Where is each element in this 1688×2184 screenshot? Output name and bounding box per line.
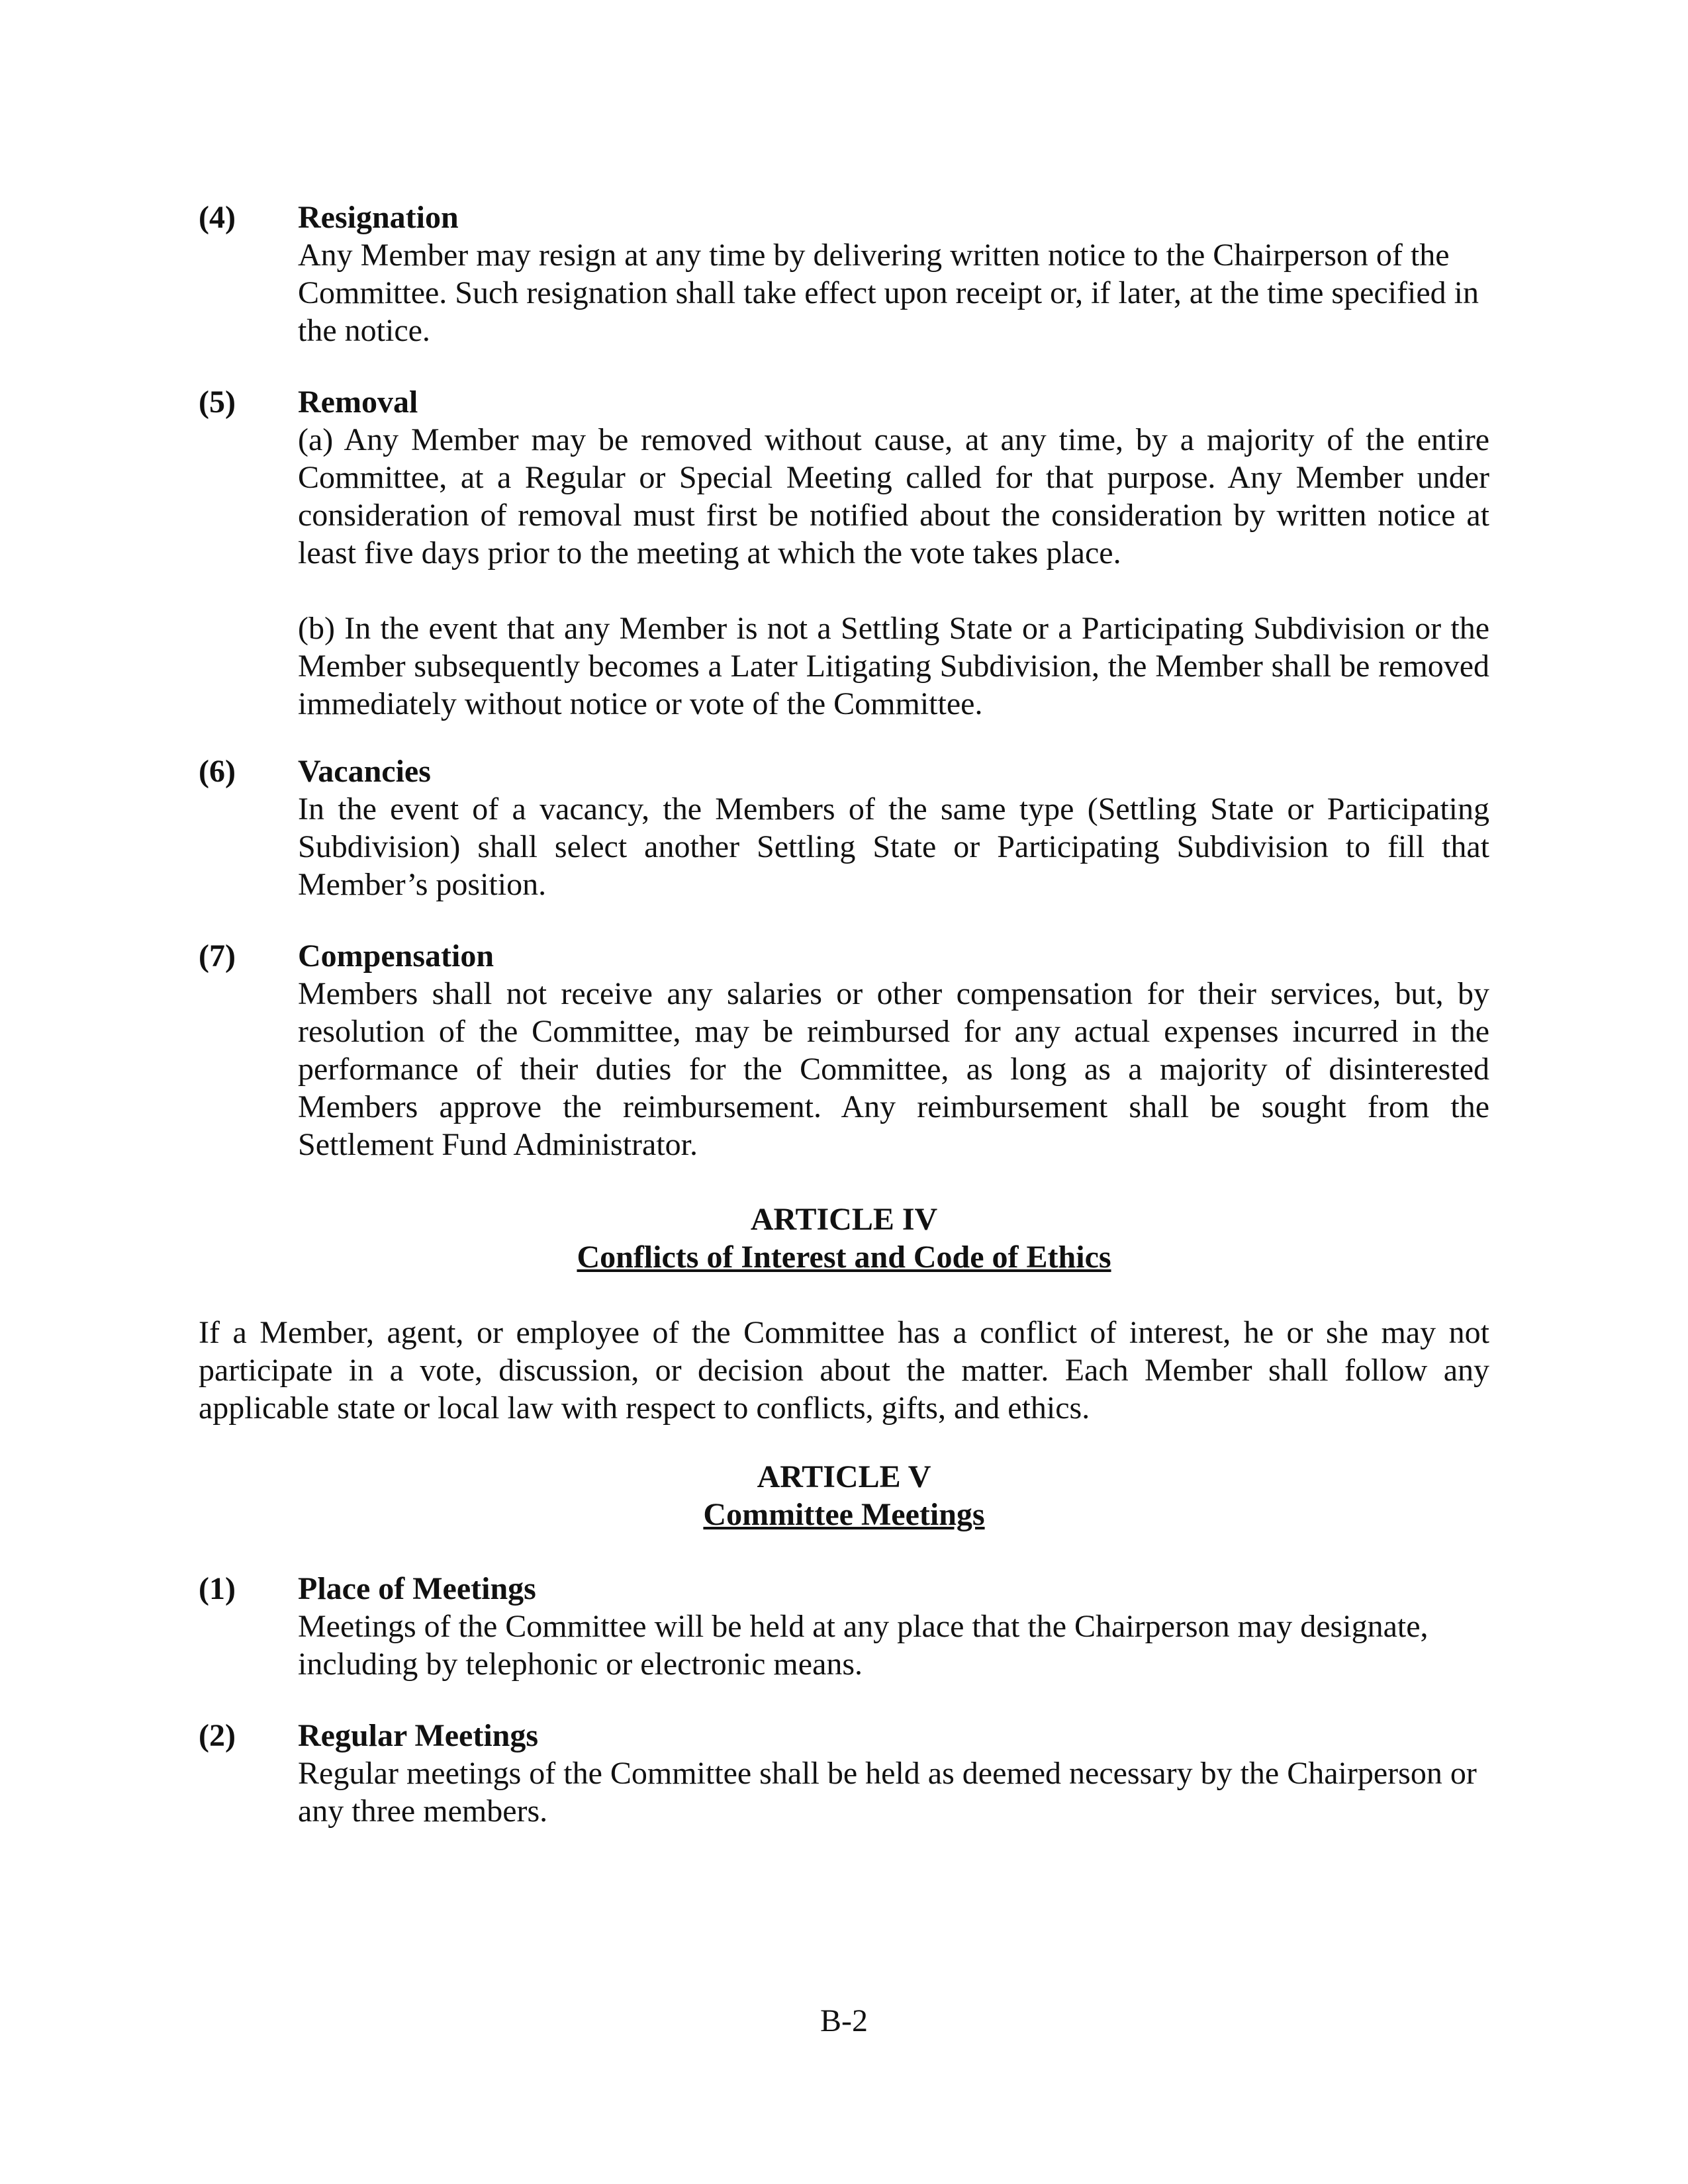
section-title: Compensation [298, 938, 494, 974]
section-resignation [199, 199, 1489, 349]
section-number: (1) [199, 1571, 236, 1606]
section-heading [199, 383, 1489, 421]
section-number: (6) [199, 754, 236, 789]
section-number: (5) [199, 385, 236, 420]
section-paragraph-b: (b) In the event that any Member is not a Settling State or a Participating Subdivision or the Member subsequently becomes a Later Litigating Subdivision, the Member shall be removed immediately without notice or vote of the Committee. [298, 611, 1489, 721]
section-paragraph: Members shall not receive any salaries or other compensation for their services, but, by resolution of the Committee, may be reimbursed for any actual expenses incurred in the performance of their duties for the Committee, as long as a majority of disinterested Members approve the reimbursement. Any reimbursement shall be sought from the Settlement Fund Administrator. [298, 976, 1489, 1162]
section-title: Place of Meetings [298, 1571, 536, 1606]
section-title: Vacancies [298, 754, 431, 789]
section-heading [199, 1717, 1489, 1754]
section-paragraph: Regular meetings of the Committee shall be held as deemed necessary by the Chairperson or any three members. [298, 1756, 1477, 1829]
section-removal [199, 383, 1489, 723]
article-title: Conflicts of Interest and Code of Ethics [577, 1240, 1111, 1275]
article-title: Committee Meetings [703, 1497, 985, 1532]
article-iv-paragraph: If a Member, agent, or employee of the Committee has a conflict of interest, he or she may not participate in a vote, discussion, or decision about the matter. Each Member shall follow any applicable state or local law with respect to conflicts, gifts, and ethics. [199, 1315, 1489, 1426]
section-regular-meetings [199, 1717, 1489, 1830]
section-heading [199, 199, 1489, 236]
section-heading [199, 1570, 1489, 1608]
article-label: ARTICLE IV [750, 1202, 938, 1237]
section-number: (2) [199, 1718, 236, 1753]
section-title: Regular Meetings [298, 1718, 539, 1753]
section-place-of-meetings [199, 1570, 1489, 1683]
section-paragraph: Any Member may resign at any time by delivering written notice to the Chairperson of the Committee. Such resignation shall take effect upon receipt or, if later, at the time specified in the notice. [298, 238, 1479, 348]
section-paragraph-a: (a) Any Member may be removed without cause, at any time, by a majority of the entire Committee, at a Regular or Special Meeting called for that purpose. Any Member under consideration of removal must first be notified about the consideration by written notice at least five days prior to the meeting at which the vote takes place. [298, 422, 1489, 570]
section-paragraph: In the event of a vacancy, the Members of the same type (Settling State or Participating Subdivision) shall select another Settling State or Participating Subdivision to fill that Member’s position. [298, 792, 1489, 902]
section-heading [199, 752, 1489, 790]
section-number: (7) [199, 938, 236, 974]
article-v-heading [199, 1458, 1489, 1533]
section-title: Resignation [298, 200, 459, 235]
section-compensation [199, 937, 1489, 1163]
article-iv-heading [199, 1201, 1489, 1276]
section-vacancies [199, 752, 1489, 903]
section-title: Removal [298, 385, 418, 420]
article-label: ARTICLE V [757, 1459, 931, 1494]
section-number: (4) [199, 200, 236, 235]
section-paragraph: Meetings of the Committee will be held at any place that the Chairperson may designate, including by telephonic or electronic means. [298, 1609, 1429, 1682]
section-heading [199, 937, 1489, 975]
page-number: B-2 [820, 2003, 868, 2038]
